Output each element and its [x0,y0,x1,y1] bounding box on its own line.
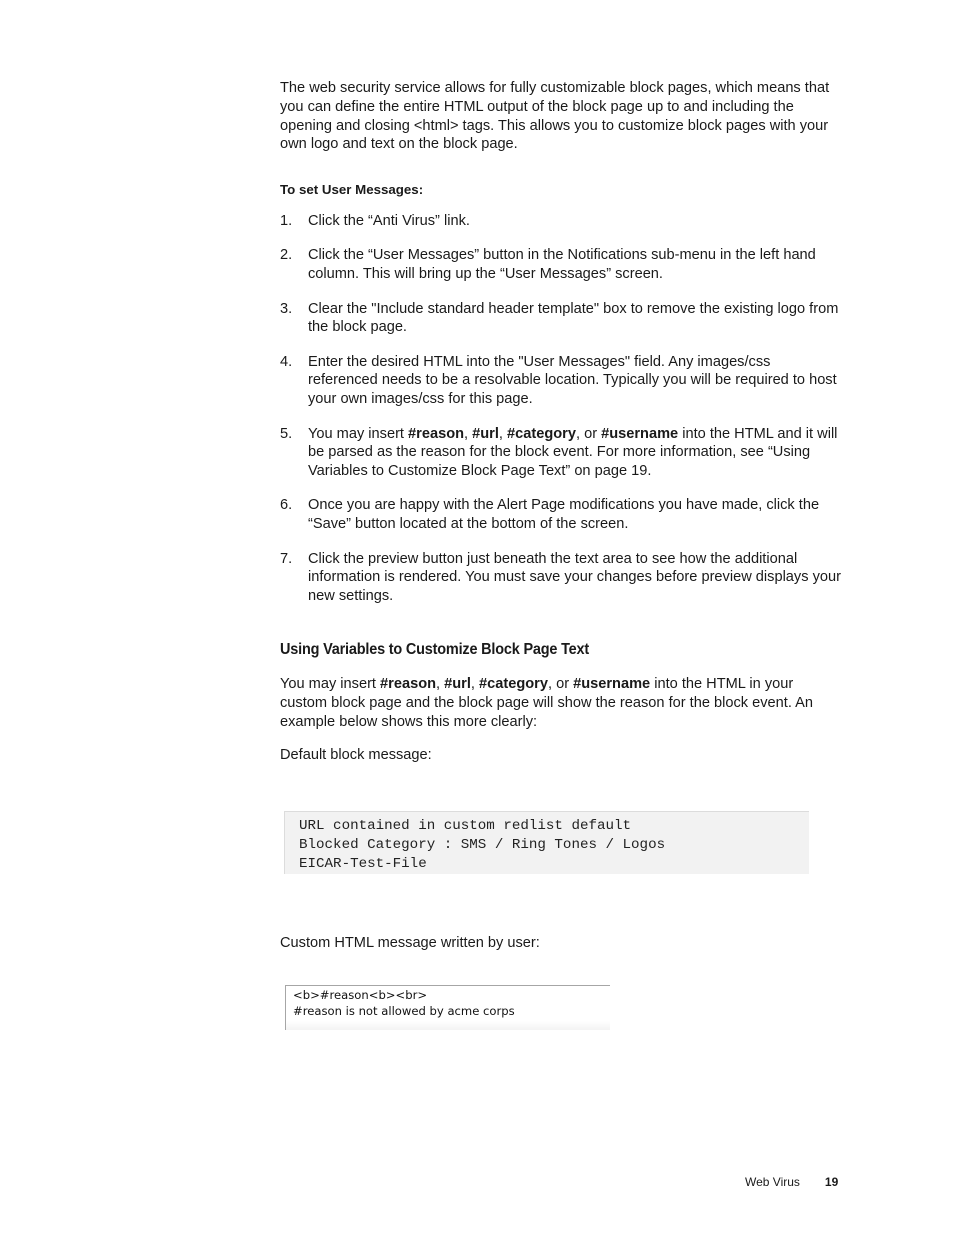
page-footer [745,1174,838,1190]
custom-message-line: #reason is not allowed by acme corps [293,1003,515,1018]
list-item [280,425,842,481]
variables-paragraph [280,675,842,731]
variable-reason: #reason [408,425,465,442]
custom-message-line: <b>#reason<b><br> [293,988,428,1002]
step-text: Once you are happy with the Alert Page modifications you have made, click the “Save” button located at the bottom of the screen. [308,497,820,533]
variable-category: #category [507,425,576,442]
variable-reason: #reason [380,675,437,692]
step-text: Clear the "Include standard header template" box to remove the existing logo from the block page. [308,300,839,336]
separator: , [470,675,480,692]
step-text-post: into the HTML and it will be parsed as the reason for the block event. For more information, see “Using Variables to Customize Block Page Text” on page 19. [308,425,838,480]
page-number: 19 [824,1175,839,1189]
list-item [280,300,842,338]
intro-paragraph: The web security service allows for fully customizable block pages, which means that you can define the entire HTML output of the block page up to and including the opening and closing <html> tags. This allows you to customize block pages with your own logo and text on the block page. [280,80,830,153]
custom-html-message-box [285,985,610,1030]
step-text: Click the preview button just beneath the text area to see how the additional information is rendered. You must save your changes before preview displays your new settings. [308,550,841,605]
step-text [308,425,842,481]
variables-text-post: into the HTML in your custom block page and the block page will show the reason for the block event. An example below shows this more clearly: [280,675,813,730]
variable-url: #url [444,675,471,692]
default-block-message-box [284,811,809,874]
separator: , [464,425,473,442]
list-item [280,246,842,284]
variables-text-pre: You may insert [280,675,381,692]
procedure-heading: To set User Messages: [280,182,424,198]
step-number: 4. [280,353,293,370]
footer-section-title: Web Virus [745,1175,800,1189]
section-heading: Using Variables to Customize Block Page Text [280,640,590,658]
default-message-line: Blocked Category : SMS / Ring Tones / Logos [299,837,666,853]
variable-username: #username [573,675,651,692]
list-item [280,212,842,231]
step-number: 3. [280,300,293,317]
step-text: Enter the desired HTML into the "User Messages" field. Any images/css referenced needs to be a resolvable location. Typically you will be required to host your own images/css for this page. [308,353,837,408]
separator: , [436,675,445,692]
steps-list [280,212,842,606]
document-body [280,79,842,765]
step-number: 1. [280,213,293,230]
separator: , [498,425,508,442]
step-number: 7. [280,550,293,567]
custom-message-label: Custom HTML message written by user: [280,935,540,951]
step-text: Click the “Anti Virus” link. [308,213,470,230]
list-item [280,496,842,534]
default-message-line: EICAR-Test-File [299,856,427,872]
step-text-pre: You may insert [308,425,409,442]
step-text: Click the “User Messages” button in the Notifications sub-menu in the left hand column. This will bring up the “User Messages” screen. [308,247,816,283]
separator: , or [547,675,574,692]
variable-url: #url [472,425,499,442]
default-message-line: URL contained in custom redlist default [299,818,632,834]
separator: , or [575,425,602,442]
step-number: 6. [280,497,293,514]
list-item [280,353,842,409]
variable-category: #category [479,675,548,692]
step-number: 2. [280,247,293,264]
default-message-label: Default block message: [280,747,432,764]
step-number: 5. [280,425,293,442]
list-item [280,550,842,606]
variable-username: #username [601,425,679,442]
